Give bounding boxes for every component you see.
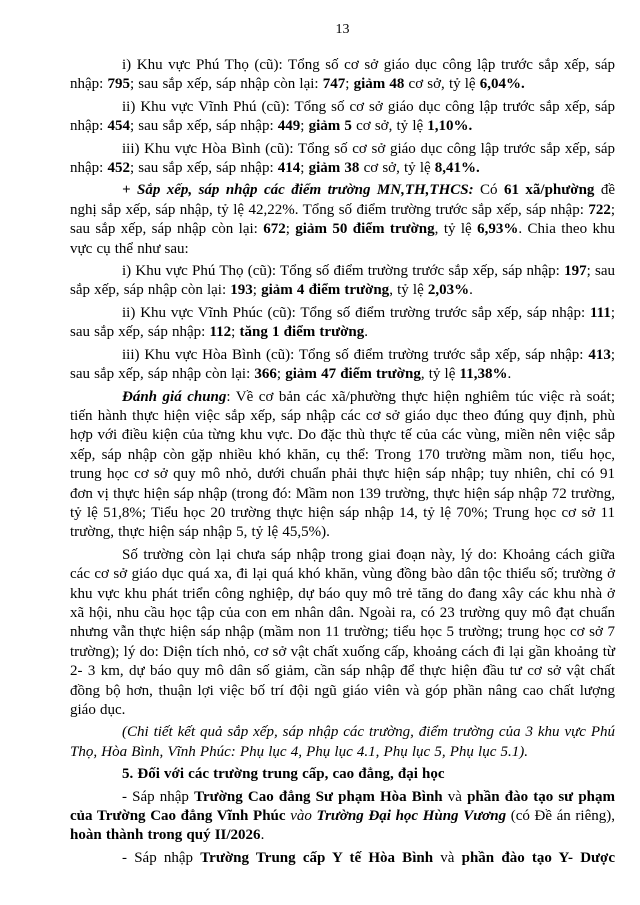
text-run: 454 (107, 118, 130, 135)
text-run: 452 (107, 160, 130, 177)
text-run: đề nghị sắp xếp, sáp nhập, tỷ lệ 42,22%. Tổng số điểm trường trước sắp xếp, sáp nhập: (70, 182, 616, 218)
text-run: 193 (230, 282, 253, 299)
text-run: 672 (263, 221, 286, 238)
text-run: cơ sở, tỷ lệ (359, 160, 435, 177)
text-run: ; (231, 324, 240, 341)
text-run: Trường Trung cấp Y tế Hòa Bình (200, 849, 434, 866)
text-run: iii) Khu vực Hòa Bình (cũ): Tổng số cơ sở giáo dục công lập trước sắp xếp, sáp nhập: (70, 140, 615, 177)
text-run: 8,41%. (434, 160, 480, 177)
text-run: 6,93% (477, 221, 519, 238)
text-run: . (260, 827, 265, 844)
text-run: , tỷ lệ (434, 221, 478, 238)
paragraph-coso-phutho (70, 56, 615, 95)
text-run: 5. Đối với các trường trung cấp, cao đẳng, đại học (122, 766, 445, 783)
section-heading-5 (70, 765, 615, 784)
text-run: + Sắp xếp, sáp nhập các điểm trường MN,TH,THCS: (122, 182, 474, 199)
paragraph-coso-hoabinh (70, 140, 615, 179)
text-run: giảm 50 điểm trường (295, 221, 435, 238)
text-run: ; (276, 366, 286, 383)
text-run: Trường Cao đẳng Sư phạm Hòa Bình (194, 788, 443, 805)
text-run: 2,03% (427, 282, 470, 299)
text-run: tăng 1 điểm trường (239, 324, 365, 341)
text-run: phần đào tạo sư phạm của Trường Cao đẳng Vĩnh Phúc (70, 788, 615, 825)
page-number: 13 (335, 22, 350, 37)
text-run: cơ sở, tỷ lệ (404, 76, 480, 93)
text-run: ; sau sắp xếp, sáp nhập: (129, 118, 278, 135)
paragraph-diemtruong-phutho (70, 262, 615, 301)
text-run: ; (252, 282, 262, 299)
text-run: i) Khu vực Phú Thọ (cũ): Tổng số cơ sở giáo dục công lập trước sắp xếp, sáp nhập: (70, 57, 615, 93)
text-run: , tỷ lệ (420, 366, 460, 383)
text-run: ; (300, 118, 309, 135)
text-run: 449 (277, 118, 301, 135)
text-run: 1,10%. (427, 118, 473, 135)
text-run: ii) Khu vực Vĩnh Phú (cũ): Tổng số cơ sở giáo dục công lập trước sắp xếp, sáp nhập: (70, 98, 615, 135)
text-run: giảm 47 điểm trường (285, 366, 421, 383)
text-run: giảm 48 (353, 76, 405, 93)
text-run: ; sau sắp xếp, sáp nhập còn lại: (70, 263, 615, 299)
text-run: iii) Khu vực Hòa Bình (cũ): Tổng số điểm trường trước sắp xếp, sáp nhập: (122, 346, 589, 363)
text-run: 747 (322, 76, 346, 93)
paragraph-sap-nhap-trung-cap (70, 849, 615, 868)
text-run: phần đào tạo Y- Dược (461, 849, 615, 866)
text-run: . (507, 366, 512, 383)
text-run: giảm 5 (308, 118, 352, 135)
text-run: , tỷ lệ (389, 282, 428, 299)
text-run: . (364, 324, 368, 341)
text-run: giảm 38 (308, 160, 360, 177)
text-run: và (433, 849, 462, 866)
text-run: . (469, 282, 473, 299)
text-run: 11,38% (459, 366, 508, 383)
text-run: (Chi tiết kết quả sắp xếp, sáp nhập các trường, điểm trường của 3 khu vực Phú Thọ, Hòa Bình, Vĩnh Phúc: Phụ lục 4, Phụ lục 4.1, Phụ lục 5, Phụ lục 5.1). (70, 724, 615, 760)
text-run: 111 (589, 304, 611, 321)
paragraph-sap-nhap-cao-dang (70, 788, 615, 846)
text-run: i) Khu vực Phú Thọ (cũ): Tổng số điểm trường trước sắp xếp, sáp nhập: (122, 263, 565, 280)
text-run: vào (290, 808, 317, 825)
text-run: ; sau sắp xếp, sáp nhập còn lại: (129, 76, 323, 93)
text-run: - Sáp nhập (122, 788, 195, 805)
text-run: 61 xã/phường (503, 182, 595, 199)
text-run: giảm 4 điểm trường (261, 282, 390, 299)
text-run: 722 (588, 201, 611, 218)
text-run: ; sau sắp xếp, sáp nhập còn lại: (70, 201, 615, 238)
text-run: 197 (564, 263, 587, 280)
text-run: : Về cơ bản các xã/phường thực hiện nghiêm túc việc rà soát; tiến hành thực hiện việc sắp xếp, sáp nhập các cơ sở giáo dục theo đúng quy định, phù hợp với điều kiện của từng khu vực. Do đặc thù thực tế của các vùng, miền nên việc sắp xếp, sáp nhập còn gặp nhiều khó khăn, cụ thể: Trong 170 trường mầm non, tiểu học, trung học cơ sở quy mô nhỏ, dưới chuẩn phải thực hiện sáp nhập; tuy nhiên, chỉ có 91 đơn vị thực hiện sáp nhập (trong đó: Mầm non 139 trường, thực hiện sáp nhập 72 trường, tỷ lệ 51,8%; Tiểu học 20 trường thực hiện sáp nhập 14, tỷ lệ 70%; Trung học cơ sở 11 trường, thực hiện sáp nhập 5, tỷ lệ 45,5%). (70, 388, 616, 541)
text-run: ii) Khu vực Vĩnh Phúc (cũ): Tổng số điểm trường trước sắp xếp, sáp nhập: (122, 304, 590, 321)
text-run: và (442, 788, 468, 805)
paragraph-coso-vinhphu (70, 98, 615, 137)
text-run: ; sau sắp xếp, sáp nhập: (70, 304, 615, 341)
text-run: ; (285, 221, 296, 238)
text-run: 413 (588, 346, 611, 363)
paragraph-danh-gia-chung (70, 388, 615, 543)
text-run: ; (300, 160, 309, 177)
text-run: hoàn thành trong quý II/2026 (70, 827, 261, 844)
text-run: Số trường còn lại chưa sáp nhập trong giai đoạn này, lý do: Khoảng cách giữa các cơ sở giáo dục quá xa, đi lại quá khó khăn, vùng đồng bào dân tộc thiểu số; trường ở khu vực khu phát triển công nghiệp, dự báo quy mô trẻ tăng do đang xây các khu nhà ở xã hội, nhu cầu học tập của con em nhân dân. Ngoài ra, có 23 trường quy mô đạt chuẩn nhưng vẫn thực hiện sáp nhập (mầm non 11 trường; tiểu học 5 trường; trung học cơ sở 7 trường); lý do: Diện tích nhỏ, cơ sở vật chất xuống cấp, khoảng cách đi lại gần khoảng từ 2- 3 km, dự báo quy mô dân số giảm, cần sáp nhập để thực hiện đầu tư cơ sở vật chất đồng bộ hơn, thuận lợi việc bố trí đội ngũ giáo viên và góp phần nâng cao chất lượng giáo dục. (70, 546, 615, 718)
text-run: 112 (209, 324, 232, 341)
document-body (70, 56, 615, 868)
text-run: - Sáp nhập (122, 849, 201, 866)
text-run: 414 (277, 160, 301, 177)
text-run: 6,04%. (479, 76, 525, 93)
text-run: Đánh giá chung (122, 388, 227, 405)
text-run: 366 (254, 366, 277, 383)
text-run: cơ sở, tỷ lệ (351, 118, 428, 135)
paragraph-diemtruong-hoabinh (70, 346, 615, 385)
text-run: ; sau sắp xếp, sáp nhập còn lại: (70, 346, 615, 383)
text-run: Có (473, 182, 504, 199)
paragraph-so-truong-con-lai (70, 546, 615, 721)
text-run: ; (345, 76, 354, 93)
paragraph-chi-tiet-phu-luc (70, 723, 615, 762)
text-run: . Chia theo khu vực cụ thể như sau: (70, 221, 615, 257)
text-run: Trường Đại học Hùng Vương (316, 808, 507, 825)
text-run: 795 (107, 76, 130, 93)
paragraph-diemtruong-tongquan (70, 181, 615, 259)
text-run: ; sau sắp xếp, sáp nhập: (129, 160, 278, 177)
text-run: (có Đề án riêng), (506, 808, 615, 825)
paragraph-diemtruong-vinhphuc (70, 304, 615, 343)
